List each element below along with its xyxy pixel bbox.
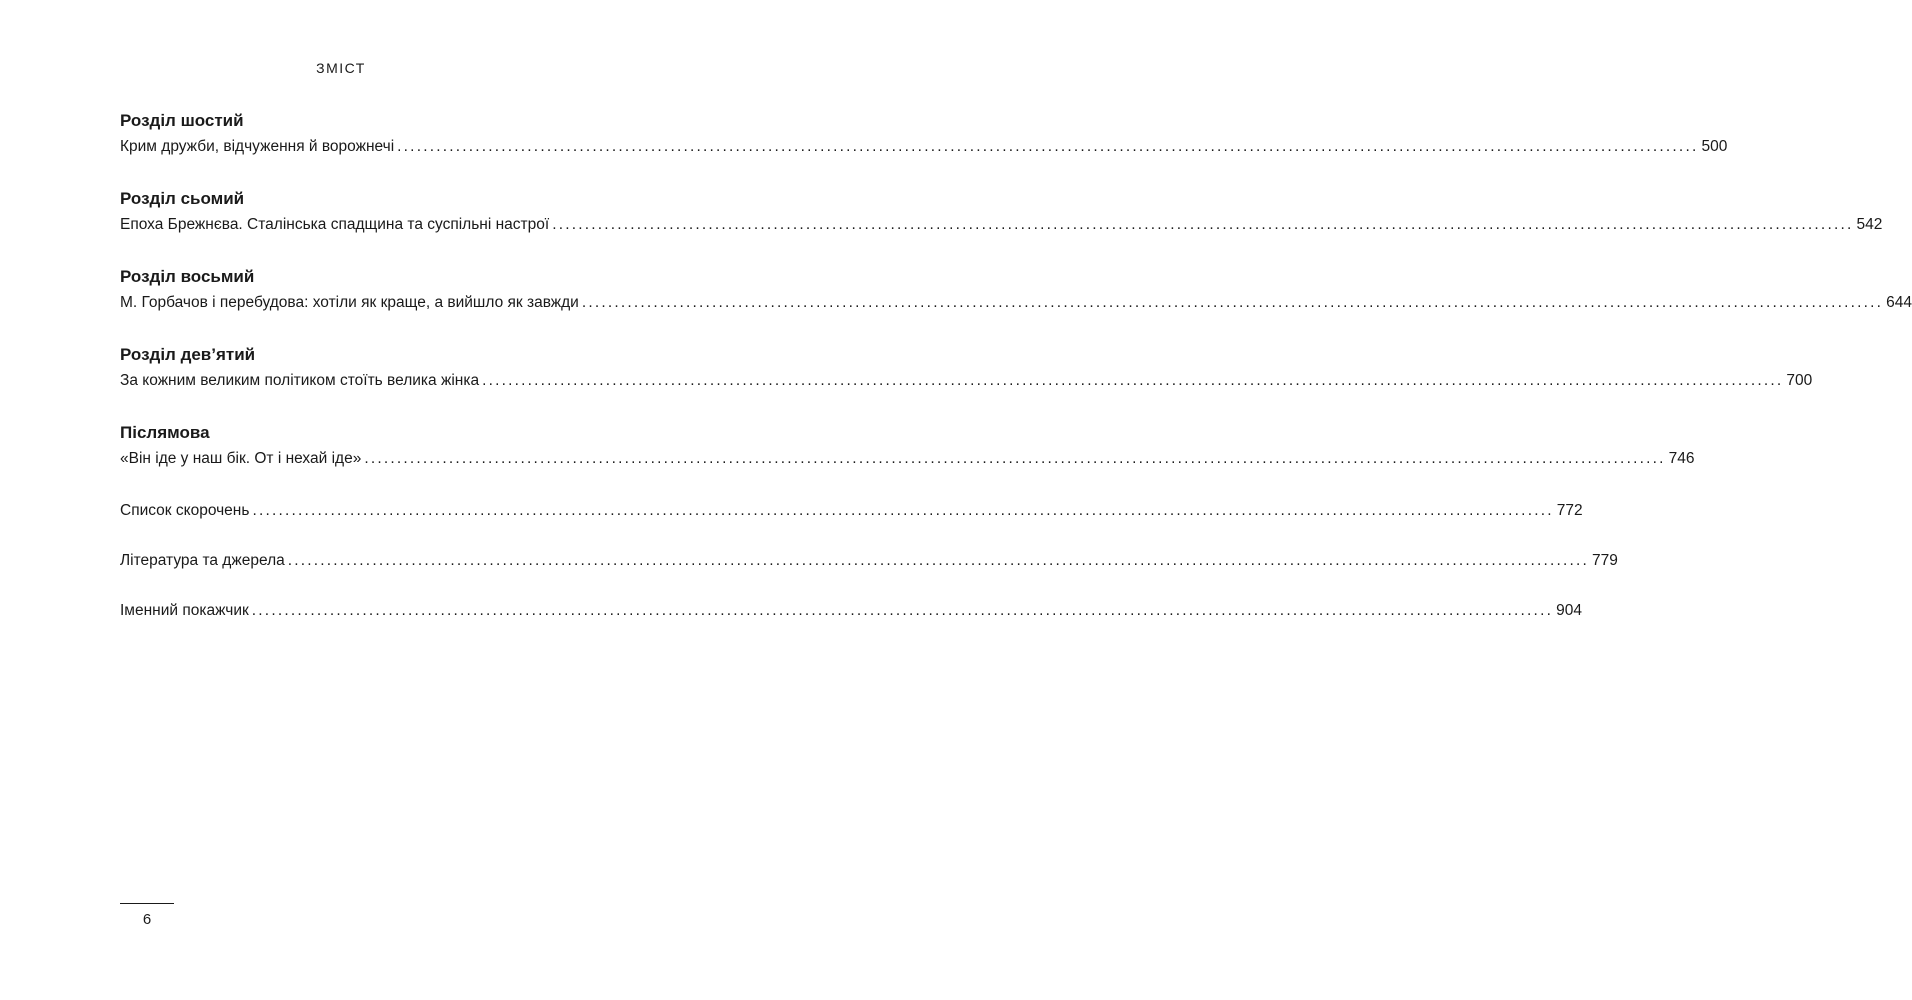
section-title: Розділ дев’ятий [120,345,256,364]
dot-leader: ........................................................................................................................................................................................................ [397,138,1699,155]
toc-entry-abbreviations[interactable] [120,498,1583,524]
dot-leader: ........................................................................................................................................................................................................ [287,552,1590,569]
section-title: Розділ шостий [120,111,244,130]
dot-leader: ........................................................................................................................................................................................................ [252,502,1554,519]
toc-entry-title: Література та джерела [120,552,285,569]
toc-entry-page: 904 [1556,602,1582,619]
toc-entry-page: 700 [1786,372,1813,389]
toc-entry-title: Крим дружби, відчуження й ворожнечі [120,138,395,155]
toc-entry-title: Іменний покажчик [120,602,249,619]
page-title: ЗМІСТ [316,60,366,76]
toc-section-afterword [120,420,1695,472]
toc-entry[interactable] [120,290,1912,316]
toc-entry-page: 772 [1556,502,1583,519]
table-of-contents [120,108,1912,648]
footer-rule [120,903,174,904]
dot-leader: ........................................................................................................................................................................................................ [482,372,1784,389]
toc-entry-page: 746 [1668,450,1695,467]
toc-entry[interactable] [120,446,1695,472]
dot-leader: ........................................................................................................................................................................................................ [364,450,1666,467]
section-title: Післямова [120,423,210,442]
toc-entry-title: Епоха Брежнєва. Сталінська спадщина та суспільні настрої [120,216,550,233]
toc-entry-page: 644 [1886,294,1912,311]
page-number: 6 [142,911,152,928]
section-title: Розділ сьомий [120,189,245,208]
toc-section-8 [120,264,1912,316]
dot-leader: ........................................................................................................................................................................................................ [581,294,1884,311]
toc-entry[interactable] [120,212,1883,238]
section-title: Розділ восьмий [120,267,255,286]
toc-entry-title: М. Горбачов і перебудова: хотіли як краще, а вийшло як завжди [120,294,579,311]
toc-entry[interactable] [120,134,1728,160]
toc-entry-page: 500 [1701,138,1728,155]
toc-entry-bibliography[interactable] [120,548,1618,574]
dot-leader: ........................................................................................................................................................................................................ [552,216,1854,233]
toc-entry[interactable] [120,368,1813,394]
toc-section-7 [120,186,1883,238]
toc-entry-page: 779 [1592,552,1618,569]
toc-entry-index[interactable] [120,598,1582,624]
toc-entry-page: 542 [1856,216,1883,233]
toc-entry-title: Список скорочень [120,502,250,519]
toc-section-6 [120,108,1728,160]
toc-entry-title: «Він іде у наш бік. От і нехай іде» [120,450,362,467]
toc-entry-title: За кожним великим політиком стоїть велика жінка [120,372,480,389]
dot-leader: ........................................................................................................................................................................................................ [251,602,1554,619]
toc-section-9 [120,342,1813,394]
